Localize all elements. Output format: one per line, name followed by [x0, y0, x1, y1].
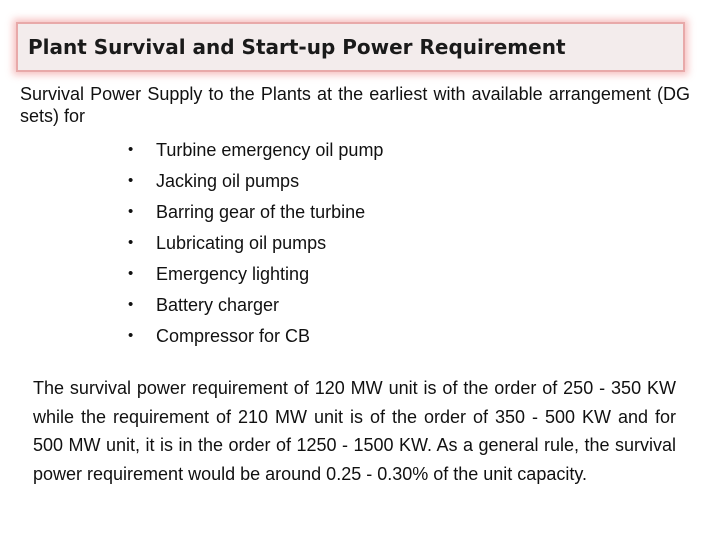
list-item-label: Compressor for CB	[156, 326, 311, 346]
list-item	[128, 200, 383, 231]
list-item	[128, 138, 383, 169]
title-banner	[16, 22, 685, 72]
bullet-marker: •	[128, 141, 134, 158]
list-item-label: Barring gear of the turbine	[156, 202, 366, 222]
bullet-marker: •	[128, 327, 134, 344]
slide-title: Plant Survival and Start-up Power Requirement	[28, 35, 566, 59]
list-item	[128, 169, 383, 200]
list-item-label: Emergency lighting	[156, 264, 310, 284]
equipment-list	[128, 138, 383, 355]
list-item	[128, 324, 383, 355]
bullet-marker: •	[128, 203, 134, 220]
list-item	[128, 293, 383, 324]
bullet-marker: •	[128, 296, 134, 313]
list-item	[128, 262, 383, 293]
bullet-marker: •	[128, 234, 134, 251]
summary-paragraph: The survival power requirement of 120 MW unit is of the order of 250 - 350 KW while the requirement of 210 MW unit is of the order of 350 - 500 KW and for 500 MW unit, it is in the order of 1250 - 1500 KW. As a general rule, the survival power requirement would be around 0.25 - 0.30% of the unit capacity.	[33, 378, 676, 484]
list-item	[128, 231, 383, 262]
list-item-label: Battery charger	[156, 295, 280, 315]
bullet-marker: •	[128, 265, 134, 282]
list-item-label: Turbine emergency oil pump	[156, 140, 384, 160]
bullet-marker: •	[128, 172, 134, 189]
list-item-label: Lubricating oil pumps	[156, 233, 327, 253]
intro-paragraph: Survival Power Supply to the Plants at the earliest with available arrangement (DG sets) for	[20, 84, 690, 126]
list-item-label: Jacking oil pumps	[156, 171, 300, 191]
